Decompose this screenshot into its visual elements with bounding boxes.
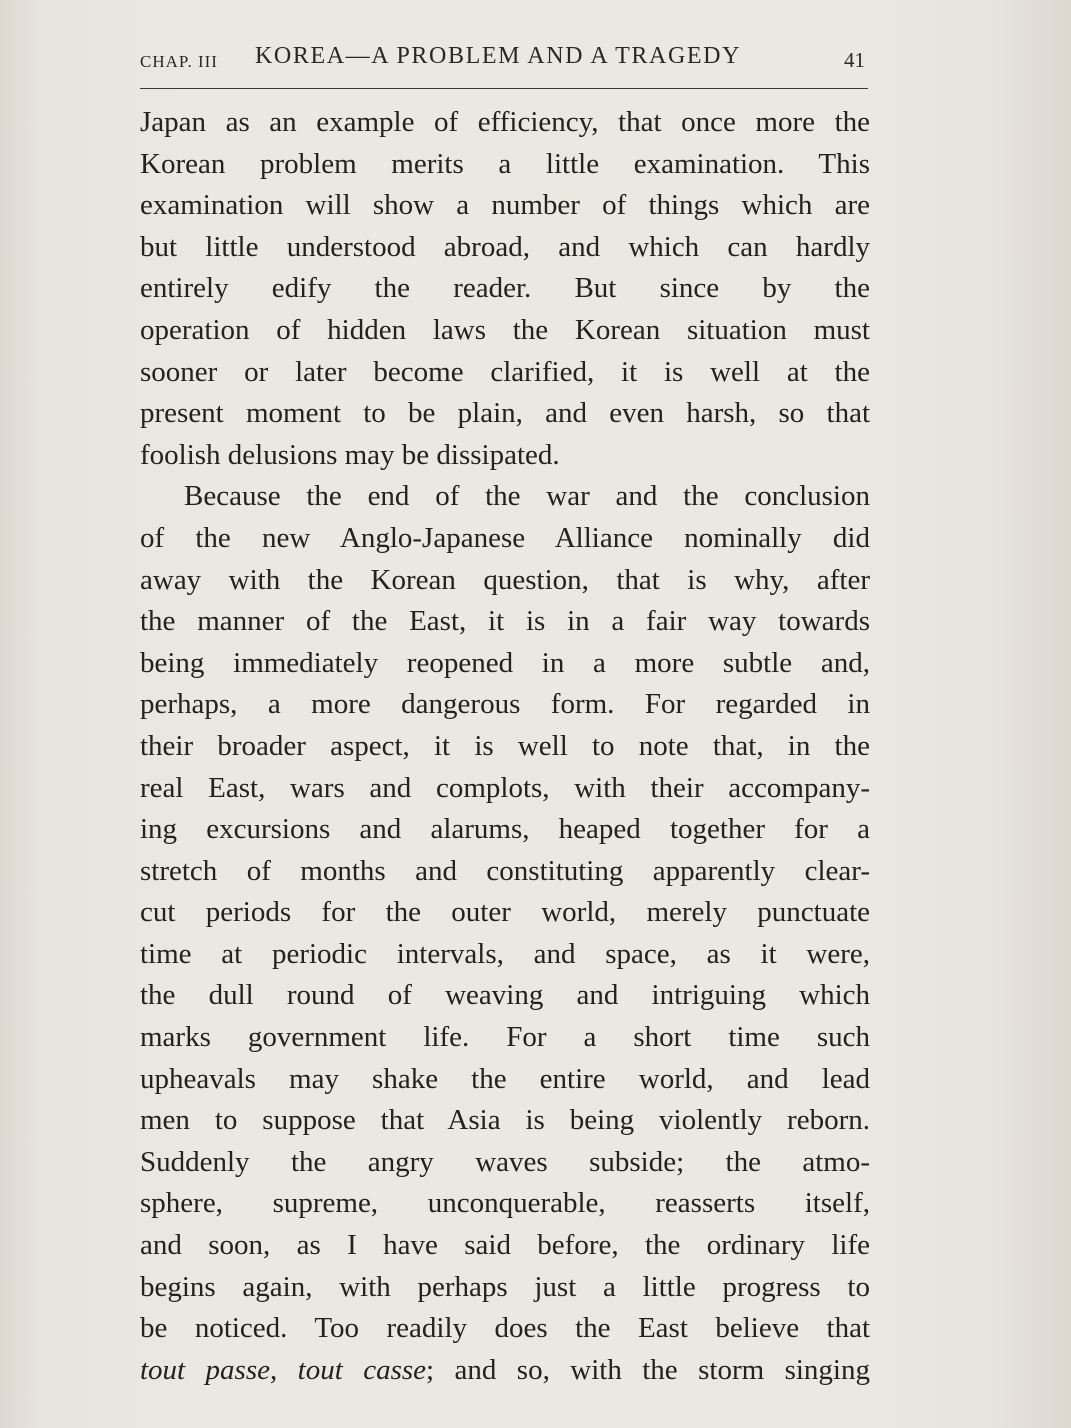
text-line: entirely edify the reader. But since by the — [140, 272, 870, 305]
text-line: upheavals may shake the entire world, and lead — [140, 1062, 870, 1095]
text-line: present moment to be plain, and even harsh, so that — [140, 397, 870, 430]
text-line-final — [140, 1350, 870, 1392]
text-line: and soon, as I have said before, the ordinary life — [140, 1229, 870, 1262]
text-line: men to suppose that Asia is being violently reborn. — [140, 1104, 870, 1137]
text-line: marks government life. For a short time such — [140, 1021, 870, 1054]
running-head — [140, 42, 870, 78]
body-text — [140, 102, 870, 1391]
text-line: begins again, with perhaps just a little progress to — [140, 1270, 870, 1303]
text-line: foolish delusions may be dissipated. — [140, 438, 560, 471]
text-line: examination will show a number of things which are — [140, 189, 870, 222]
text-line-paragraph-start: Because the end of the war and the conclusion — [184, 480, 870, 513]
text-line: away with the Korean question, that is why, after — [140, 563, 870, 596]
italic-phrase: tout passe — [140, 1353, 270, 1386]
text-line: of the new Anglo-Japanese Alliance nominally did — [140, 521, 870, 554]
italic-phrase: tout casse — [297, 1353, 427, 1386]
text-line: the dull round of weaving and intriguing which — [140, 979, 870, 1012]
text-line: time at periodic intervals, and space, as it were, — [140, 937, 870, 970]
text-line: cut periods for the outer world, merely punctuate — [140, 896, 870, 929]
text-line: their broader aspect, it is well to note that, in the — [140, 729, 870, 762]
comma-separator: , — [269, 1353, 298, 1386]
final-line-rest: ; and so, with the storm singing — [426, 1353, 870, 1386]
text-line: sphere, supreme, unconquerable, reasserts itself, — [140, 1187, 870, 1220]
text-line: perhaps, a more dangerous form. For regarded in — [140, 688, 870, 721]
text-line: the manner of the East, it is in a fair way towards — [140, 605, 870, 638]
header-rule — [140, 88, 868, 89]
page-number: 41 — [844, 48, 865, 72]
text-line: Korean problem merits a little examination. This — [140, 147, 870, 180]
text-line: ing excursions and alarums, heaped together for a — [140, 813, 870, 846]
text-line: operation of hidden laws the Korean situation must — [140, 313, 870, 346]
text-line: Japan as an example of efficiency, that once more the — [140, 106, 870, 138]
text-line: but little understood abroad, and which can hardly — [140, 230, 870, 263]
text-line: real East, wars and complots, with their accompany- — [140, 771, 870, 804]
text-line: sooner or later become clarified, it is well at the — [140, 355, 870, 388]
chapter-label: CHAP. III — [140, 52, 218, 71]
text-line: Suddenly the angry waves subside; the atmo- — [140, 1145, 870, 1178]
chapter-title: KOREA—A PROBLEM AND A TRAGEDY — [255, 43, 742, 69]
text-line: stretch of months and constituting apparently clear- — [140, 854, 870, 887]
text-line: be noticed. Too readily does the East believe that — [140, 1312, 870, 1345]
text-line: being immediately reopened in a more subtle and, — [140, 646, 870, 679]
